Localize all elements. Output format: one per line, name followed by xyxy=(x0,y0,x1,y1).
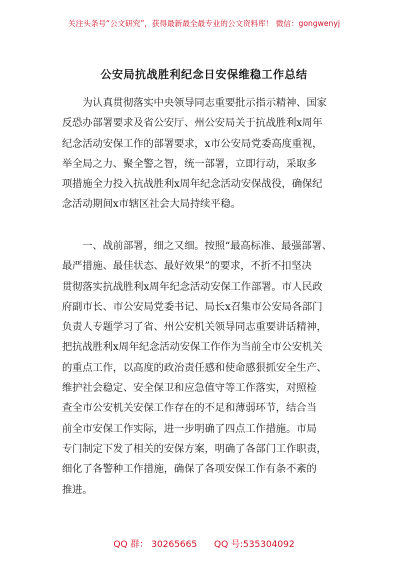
paragraph-section-1 xyxy=(62,237,352,501)
paragraph-line: 的重点工作，以高度的政治责任感和使命感狠抓安全生产、 xyxy=(62,362,327,374)
footer-qq-group: QQ 群： 30265665 xyxy=(113,540,198,550)
paragraph-line: 细化了各警种工作措施，确保了各项安保工作有条不紊的 xyxy=(62,464,317,476)
paragraph-line: 一、战前部署，细之又细。按照“最高标准、最强部署、 xyxy=(62,241,333,252)
paragraph-line: 最严措施、最佳状态、最好效果”的要求，不折不扣坚决 xyxy=(62,261,312,273)
footer-qq-number: QQ 号:535304092 xyxy=(213,540,295,550)
paragraph-line: 项措施全力投入抗战胜利x周年纪念活动安保战役，确保纪 xyxy=(62,179,323,191)
paragraph-line: 负责人专题学习了省、州公安机关领导同志重要讲话精神， xyxy=(62,322,327,334)
paragraph-line: 维护社会稳定、安全保卫和应急值守等工作落实，对照检 xyxy=(62,383,317,395)
paragraph-line: 查全市公安机关安保工作存在的不足和薄弱环节，结合当 xyxy=(62,403,317,415)
paragraph-line: 举全局之力、聚全警之智，统一部署，立即行动，采取多 xyxy=(62,158,317,170)
paragraph-line: 专门制定下发了相关的安保方案，明确了各部门工作职责， xyxy=(62,443,327,455)
paragraph-line: 反恐办部署要求及省公安厅、州公安局关于抗战胜利x周年 xyxy=(62,118,323,130)
paragraph-line: 纪念活动安保工作的部署要求，x市公安局党委高度重视， xyxy=(62,138,323,150)
paragraph-line: 为认真贯彻落实中央领导同志重要批示指示精神、国家 xyxy=(62,98,327,109)
paragraph-line: 前全市安保工作实际，进一步明确了四点工作措施。市局 xyxy=(62,423,317,435)
footer-contact xyxy=(0,537,408,550)
paragraph-line: 推进。 xyxy=(62,484,93,496)
paragraph-line: 把抗战胜利x周年纪念活动安保工作作为当前全市公安机关 xyxy=(62,342,323,354)
header-promo-note: 关注头条号“公文研究”，获得最新最全最专业的公文资料库！ 微信：gongwenyj xyxy=(68,19,340,28)
paragraph-line: 府副市长、市公安局党委书记、局长x召集市公安局各部门 xyxy=(62,301,323,313)
paragraph-line: 贯彻落实抗战胜利x周年纪念活动安保工作部署。市人民政 xyxy=(62,281,323,293)
paragraph-line: 念活动期间x市辖区社会大局持续平稳。 xyxy=(62,199,241,211)
paragraph-intro xyxy=(62,94,352,216)
document-title: 公安局抗战胜利纪念日安保维稳工作总结 xyxy=(100,68,308,81)
